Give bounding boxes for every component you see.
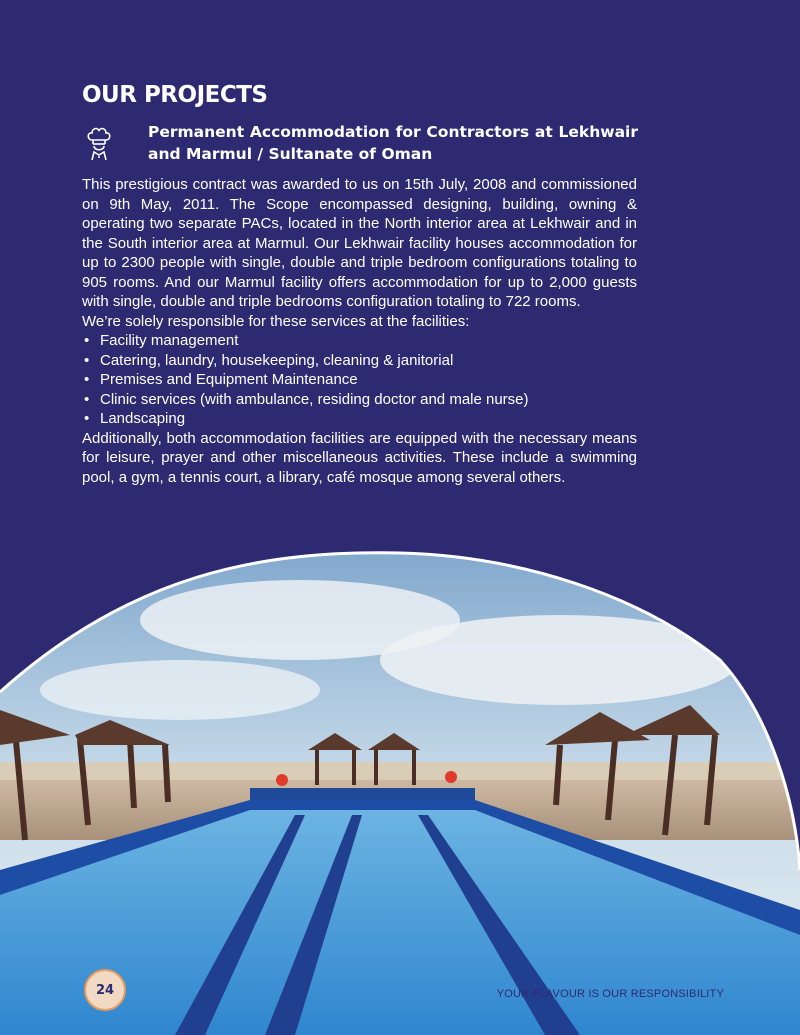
project-title <box>148 121 638 165</box>
intro-paragraph: This prestigious contract was awarded to us on 15th July, 2008 and commissioned on 9th May, 2011. The Scope encompassed designing, building, owning & operating two separate PACs, located in the North interior area at Lekhwair and in the South interior area at Marmul. Our Lekhwair facility houses accommodation for up to 2300 people with single, double and triple bedroom configurations totaling to 905 rooms. And our Marmul facility offers accommodation for up to 2,000 guests with single, double and triple bedrooms configuration totaling to 722 rooms. <box>82 176 637 310</box>
page-number: 24 <box>84 969 126 1011</box>
chef-hat-icon <box>86 127 112 161</box>
footer-tagline: YOUR FLAVOUR IS OUR RESPONSIBILITY <box>496 988 724 1000</box>
project-description <box>82 175 637 487</box>
services-list <box>82 331 637 429</box>
list-item: • Catering, laundry, housekeeping, cleaning & janitorial <box>82 351 637 371</box>
list-item: • Premises and Equipment Maintenance <box>82 370 637 390</box>
swimming-pool-photo <box>0 540 800 1035</box>
project-title-line-1: Permanent Accommodation for Contractors at Lekhwair <box>148 123 638 141</box>
list-item: • Clinic services (with ambulance, residing doctor and male nurse) <box>82 390 637 410</box>
page-title: OUR PROJECTS <box>82 82 268 108</box>
list-item: • Facility management <box>82 331 637 351</box>
services-intro: We’re solely responsible for these services at the facilities: <box>82 312 470 330</box>
list-item: • Landscaping <box>82 409 637 429</box>
project-title-line-2: and Marmul / Sultanate of Oman <box>148 145 433 163</box>
closing-paragraph: Additionally, both accommodation facilities are equipped with the necessary means for leisure, prayer and other miscellaneous activities. These include a swimming pool, a gym, a tennis court, a library, café mosque among several others. <box>82 429 637 486</box>
